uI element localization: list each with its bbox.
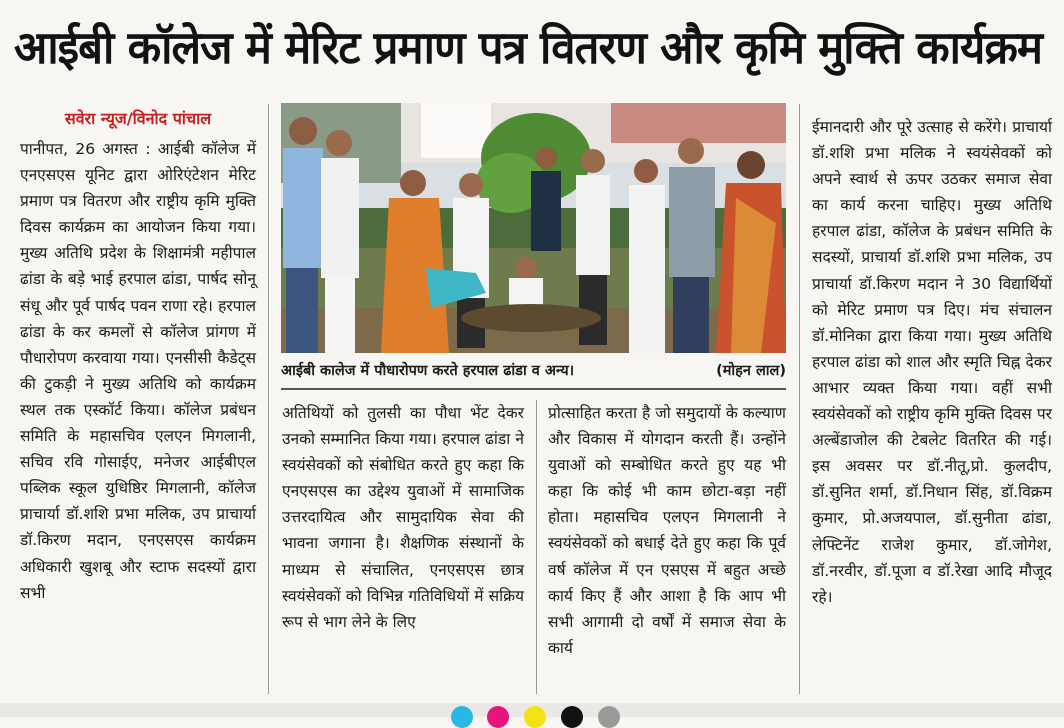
caption-text: आईबी कालेज में पौधारोपण करते हरपाल ढांडा व अन्य। [281,363,575,379]
column-divider [268,104,269,694]
tree-plantation-photo [281,103,786,353]
byline: सवेरा न्यूज/विनोद पांचाल [64,109,212,128]
registration-mark [487,706,509,728]
column-text-4: ईमानदारी और पूरे उत्साह से करेंगे। प्राचार्या डॉ.शशि प्रभा मलिक ने स्वयंसेवकों को अपने स्वार्थ से ऊपर उठकर समाज सेवा का कार्य करना चाहिए। मुख्य अतिथि हरपाल ढांडा, कॉलेज के प्रबंधन समिति के सदस्यों, प्राचार्या डॉ.शशि प्रभा मलिक, उप प्राचार्या डॉ.किरण मदान ने 30 विद्यार्थियों को मेरिट प्रमाण पत्र दिए। मंच संचालन डॉ.मोनिका द्वारा किया गया। मुख्य अतिथि हरपाल ढांडा को शाल और स्मृति चिह्न देकर आभार व्यक्त किया गया। वहीं सभी स्वयंसेवकों को राष्ट्रीय कृमि मुक्ति दिवस पर अल्बेंडाजोल की टेबलेट वितरित की गई। इस अवसर पर डॉ.नीतू,प्रो. कुलदीप, डॉ.सुनित शर्मा, डॉ.निधान सिंह, डॉ.विक्रम कुमार, प्रो.अजयपाल, डॉ.सुनीता ढांडा, लेफ्टिनेंट राजेश कुमार, डॉ.जोगेश, डॉ.नरवीर, डॉ.पूजा व डॉ.रेखा आदि मौजूद रहे। [812,118,1052,606]
registration-mark [561,706,583,728]
column-text-3: प्रोत्साहित करता है जो समुदायों के कल्याण और विकास में योगदान करती हैं। उन्होंने युवाओं को सम्बोधित करते हुए यह भी कहा कि कोई भी काम छोटा-बड़ा नहीं होता। महासचिव एलएन मिगलानी ने स्वयंसेवकों को बधाई देते हुए कहा कि पूर्व वर्ष कॉलेज में एन एसएस में बहुत अच्छे कार्य किए हैं और आशा है कि आप भी सभी आगामी दो वर्षों में समाज सेवा के कार्य [548,404,786,657]
headline: आईबी कॉलेज में मेरिट प्रमाण पत्र वितरण और कृमि मुक्ति कार्यक्रम [14,21,1043,74]
article-column-2 [282,400,524,635]
caption-divider [281,388,786,390]
registration-mark [598,706,620,728]
article-column-3 [548,400,786,661]
column-text-1: पानीपत, 26 अगस्त : आईबी कॉलेज में एनएसएस यूनिट द्वारा ओरिएंटेशन मेरिट प्रमाण पत्र वितरण और राष्ट्रीय कृमि मुक्ति दिवस कार्यक्रम का आयोजन किया गया। मुख्य अतिथि प्रदेश के शिक्षामंत्री महीपाल ढांडा के बड़े भाई हरपाल ढांडा, पार्षद सोनू संधू और पूर्व पार्षद पवन राणा रहे। हरपाल ढांडा के कर कमलों से कॉलेज प्रांगण में पौधारोपण करवाया गया। एनसीसी कैडेट्स की टुकड़ी ने मुख्य अतिथि को कार्यक्रम स्थल तक एस्कॉर्ट किया। कॉलेज प्रबंधन समिति के महासचिव एलएन मिगलानी, सचिव रवि गोसाईए, मनेजर आईबीएल पब्लिक स्कूल युधिष्ठिर मिगलानी, कॉलेज प्राचार्या डॉ.शशि प्रभा मलिक, उप प्राचार्या डॉ.किरण मदान, एनएसएस कार्यक्रम अधिकारी खुशबू और स्टाफ सदस्यों द्वारा सभी [20,140,256,602]
column-text-2: अतिथियों को तुलसी का पौधा भेंट देकर उनको सम्मानित किया गया। हरपाल ढांडा ने स्वयंसेवकों को संबोधित करते हुए कहा कि एनएसएस का उद्देश्य युवाओं में सामाजिक उत्तरदायित्व और सामुदायिक सेवा की भावना जगाना है। शैक्षणिक संस्थानों के माध्यम से संचालित, एनएसएस छात्र स्वयंसेवकों को विभिन्न गतिविधियों में सक्रिय रूप से भाग लेने के लिए [282,404,524,631]
article-column-1 [20,106,256,606]
column-divider [536,400,537,694]
registration-mark [524,706,546,728]
column-divider [799,104,800,694]
news-photo [281,103,786,353]
photo-caption [281,357,786,385]
photo-credit: (मोहन लाल) [716,363,786,379]
registration-mark [451,706,473,728]
article-column-4 [812,114,1052,610]
